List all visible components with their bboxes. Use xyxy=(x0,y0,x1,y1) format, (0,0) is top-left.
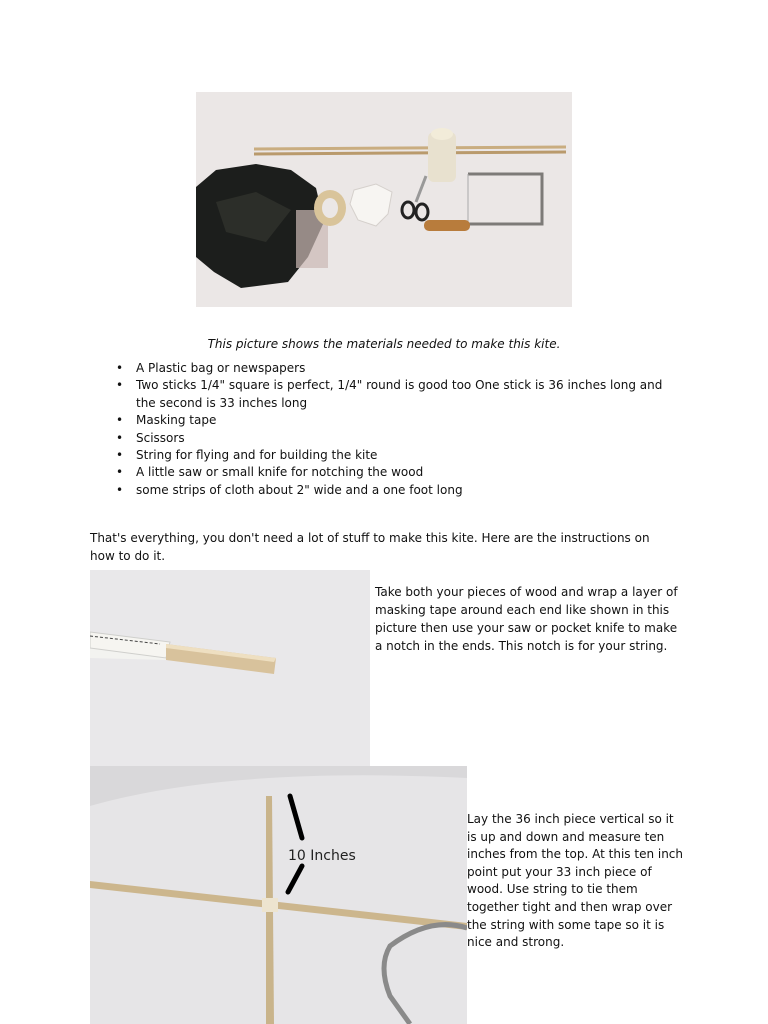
list-item: • String for flying and for building the kite xyxy=(90,447,670,464)
cross-sticks-photo xyxy=(90,766,467,1024)
materials-list xyxy=(90,360,670,499)
list-item: • some strips of cloth about 2" wide and a one foot long xyxy=(90,482,670,499)
materials-caption: This picture shows the materials needed to make this kite. xyxy=(207,337,561,351)
summary-paragraph: That's everything, you don't need a lot of stuff to make this kite. Here are the instructions on how to do it. xyxy=(90,531,650,563)
list-item: • Two sticks 1/4" square is perfect, 1/4" round is good too One stick is 36 inches long and the second is 33 inches long xyxy=(90,377,670,412)
measure-label: 10 Inches xyxy=(288,848,356,864)
list-item: • Scissors xyxy=(90,430,670,447)
materials-photo xyxy=(196,92,572,307)
list-item: • A Plastic bag or newspapers xyxy=(90,360,670,377)
stick-end-photo xyxy=(90,570,370,768)
step1-text: Take both your pieces of wood and wrap a layer of masking tape around each end like shown in this picture then use your saw or pocket knife to make a notch in the ends. This notch is for your string. xyxy=(375,585,678,653)
step2-text: Lay the 36 inch piece vertical so it is up and down and measure ten inches from the top. At this ten inch point put your 33 inch piece of wood. Use string to tie them together tight and then wrap over the string with some tape so it is nice and strong. xyxy=(467,812,684,950)
list-item: • Masking tape xyxy=(90,412,670,429)
list-item: • A little saw or small knife for notching the wood xyxy=(90,464,670,481)
